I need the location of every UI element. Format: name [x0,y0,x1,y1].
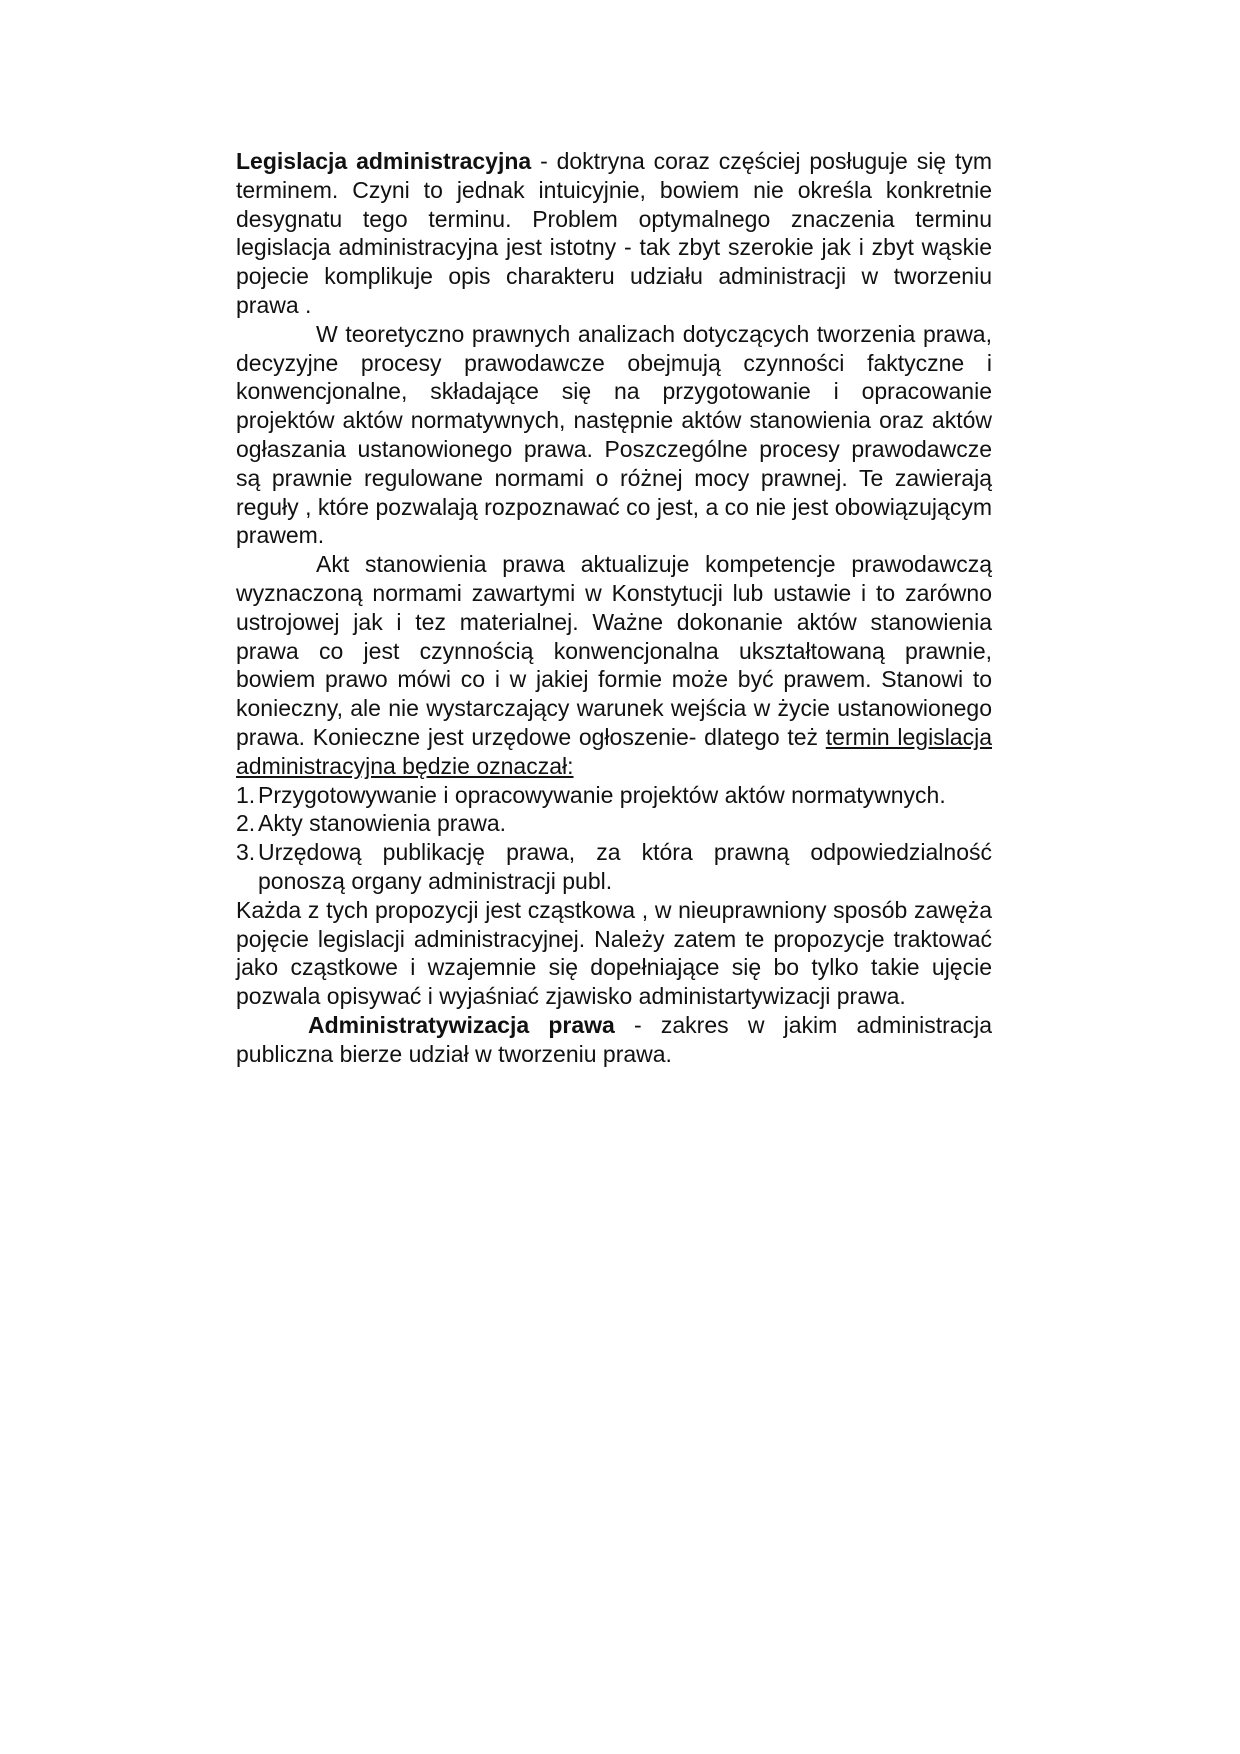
list-item [236,809,992,838]
list-text: Urzędową publikację prawa, za która prawną odpowiedzialność ponoszą organy administracji publ. [258,839,992,894]
paragraph-akt-stanowienia [236,550,992,780]
underlined-definition-intro: termin legislacja administracyjna będzie oznaczał: [236,723,992,779]
list-item [236,781,992,810]
term-administratywizacja-prawa: Administratywizacja prawa [308,1011,615,1038]
list-text: Przygotowywanie i opracowywanie projektów aktów normatywnych. [258,781,946,808]
paragraph-administratywizacja-text: - zakres w jakim administracja publiczna bierze udział w tworzeniu prawa. [236,1011,992,1067]
paragraph-legislacja-text: - doktryna coraz częściej posługuje się tym terminem. Czyni to jednak intuicyjnie, bowiem nie określa konkretnie desygnatu tego terminu. Problem optymalnego znaczenia terminu legislacja administracyjna jest istotny - tak zbyt szerokie jak i zbyt wąskie pojecie komplikuje opis charakteru udziału administracji w tworzeniu prawa . [236,148,993,318]
list-number: 2. [236,810,256,837]
list-number: 1. [236,781,256,808]
paragraph-analizy: W teoretyczno prawnych analizach dotyczących tworzenia prawa, decyzyjne procesy prawodawcze obejmują czynności faktyczne i konwencjonalne, składające się na przygotowanie i opracowanie projektów aktów normatywnych, następnie aktów stanowienia oraz aktów ogłaszania ustanowionego prawa. Poszczególne procesy prawodawcze są prawnie regulowane normami o różnej mocy prawnej. Te zawierają reguły , które pozwalają rozpoznawać co jest, a co nie jest obowiązującym prawem. [236,320,992,549]
list-item [236,838,992,896]
paragraph-propozycje: Każda z tych propozycji jest cząstkowa , w nieuprawniony sposób zawęża pojęcie legislacji administracyjnej. Należy zatem te propozycje traktować jako cząstkowe i wzajemnie się dopełniające się bo tylko takie ujęcie pozwala opisywać i wyjaśniać zjawisko administartywizacji prawa. [236,896,992,1010]
paragraph-legislacja [236,147,992,320]
paragraph-administratywizacja [236,1011,992,1069]
paragraph-akt-stanowienia-text: Akt stanowienia prawa aktualizuje kompetencje prawodawczą wyznaczoną normami zawartymi w Konstytucji lub ustawie i to zarówno ustrojowej jak i tez materialnej. Ważne dokonanie aktów stanowienia prawa co jest czynnością konwencjonalna ukształtowaną prawnie, bowiem prawo mówi co i w jakiej formie może być prawem. Stanowi to konieczny, ale nie wystarczający warunek wejścia w życie ustanowionego prawa. Konieczne jest urzędowe ogłoszenie- dlatego też [236,551,992,750]
list-text: Akty stanowienia prawa. [258,810,507,837]
document-body [236,147,992,1069]
term-legislacja-administracyjna: Legislacja administracyjna [236,148,532,174]
list-number: 3. [236,839,256,866]
